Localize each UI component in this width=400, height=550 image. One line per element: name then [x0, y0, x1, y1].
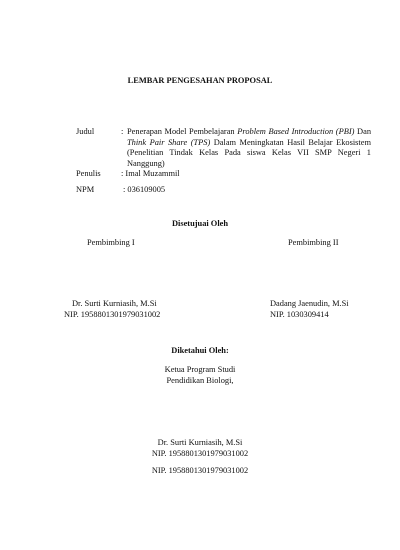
ketua-nip-repeat: NIP. 1958801301979031002	[151, 466, 249, 475]
pembimbing-2-role: Pembimbing II	[288, 238, 339, 247]
penulis-label: Penulis	[76, 169, 101, 178]
judul-segment: Dalam Meningkatan Hasil Belajar Ekosistem (Penelitian Tindak Kelas Pada siswa Kelas VII SMP Negeri 1 Nanggung)	[127, 137, 371, 168]
judul-segment: Dan	[354, 127, 372, 136]
pembimbing-2-nip: NIP. 1030309414	[270, 310, 329, 319]
judul-colon: :	[121, 127, 124, 136]
approved-heading: Disetujuai Oleh	[171, 219, 229, 228]
document-title: LEMBAR PENGESAHAN PROPOSAL	[127, 76, 273, 85]
ketua-name: Dr. Surti Kurniasih, M.Si	[157, 438, 243, 447]
pembimbing-2-name: Dadang Jaenudin, M.Si	[270, 299, 349, 308]
ketua-role-line1: Ketua Program Studi	[164, 365, 236, 374]
known-heading: Diketahui Oleh:	[171, 346, 229, 355]
npm-value: : 036109005	[123, 185, 166, 194]
pembimbing-1-name: Dr. Surti Kurniasih, M.Si	[72, 299, 157, 308]
judul-segment-italic: Problem Based Introduction (PBI)	[237, 127, 355, 136]
judul-segment-italic: Think Pair Share (TPS)	[127, 137, 211, 147]
ketua-nip: NIP. 1958801301979031002	[151, 449, 249, 458]
judul-label: Judul	[76, 127, 95, 136]
ketua-role-line2: Pendidikan Biologi,	[166, 376, 234, 385]
npm-label: NPM	[76, 185, 95, 194]
pembimbing-1-nip: NIP. 1958801301979031002	[64, 310, 161, 319]
judul-segment: Penerapan Model Pembelajaran	[127, 127, 238, 136]
pembimbing-1-role: Pembimbing I	[87, 238, 135, 247]
penulis-value: : Imal Muzammil	[121, 169, 180, 178]
judul-value	[127, 127, 371, 169]
